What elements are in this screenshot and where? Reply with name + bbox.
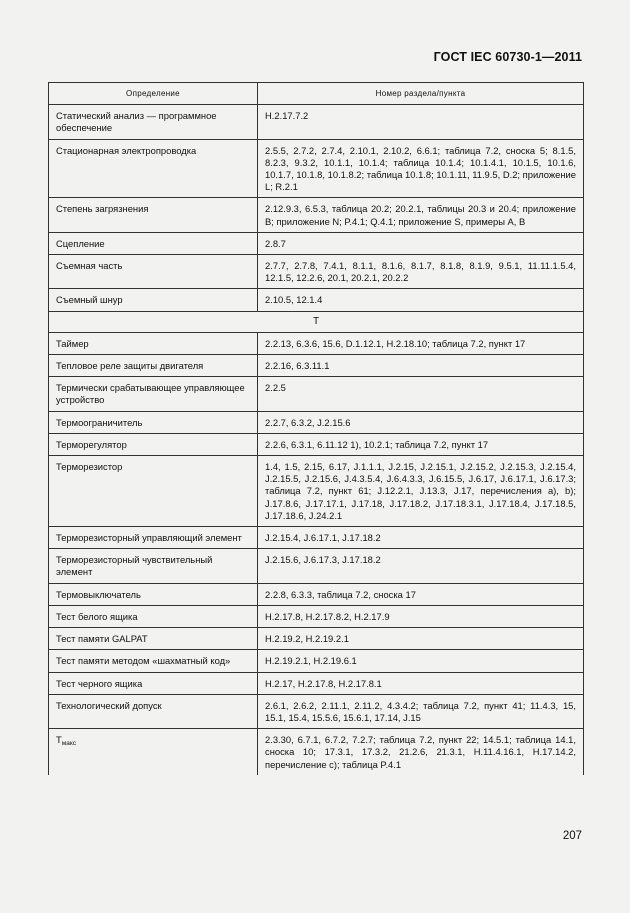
page-number: 207 (562, 830, 582, 842)
term-subscript: макс (61, 740, 76, 748)
term-cell: Термоограничитель (49, 411, 258, 433)
term-cell: Термовыключатель (49, 583, 258, 605)
table-row (49, 672, 584, 694)
table-header-row (49, 83, 584, 105)
table-row (49, 549, 584, 583)
refs-cell: H.2.17.8, H.2.17.8.2, H.2.17.9 (258, 605, 584, 627)
refs-cell: H.2.17.7.2 (258, 105, 584, 139)
refs-cell: 2.2.16, 6.3.11.1 (258, 355, 584, 377)
refs-cell: 1.4, 1.5, 2.15, 6.17, J.1.1.1, J.2.15, J.2.15.1, J.2.15.2, J.2.15.3, J.2.15.4, J.2.15.5, J.2.15.6, J.4.3.5.4, J.6.4.3.3, J.6.15.5, J.6.17, J.6.17.1, J.6.17.3; таблица 7.2, пункт 61; J.12.2.1, J.13.3, J.17, перечисления a), b); J.17.8.6, J.17.17.1, J.17.18, J.17.18.2, J.17.18.3.1, J.17.18.4, J.17.18.5, J.17.18.6, J.24.2.1 (258, 456, 584, 527)
term-cell: Съемный шнур (49, 289, 258, 311)
refs-cell: J.2.15.6, J.6.17.3, J.17.18.2 (258, 549, 584, 583)
table-row (49, 411, 584, 433)
table-row (49, 289, 584, 311)
refs-cell: H.2.17, H.2.17.8, H.2.17.8.1 (258, 672, 584, 694)
table-row (49, 255, 584, 289)
section-letter: Т (49, 311, 584, 332)
refs-cell: 2.2.8, 6.3.3, таблица 7.2, сноска 17 (258, 583, 584, 605)
refs-cell: 2.2.13, 6.3.6, 15.6, D.1.12.1, H.2.18.10; таблица 7.2, пункт 17 (258, 332, 584, 354)
term-cell: Статический анализ — программное обеспечение (49, 105, 258, 139)
refs-cell: 2.10.5, 12.1.4 (258, 289, 584, 311)
table-row (49, 433, 584, 455)
refs-cell: 2.6.1, 2.6.2, 2.11.1, 2.11.2, 4.3.4.2; таблица 7.2, пункт 41; 11.4.3, 15, 15.1, 15.4, 15.5.6, 15.6.1, 17.14, J.15 (258, 694, 584, 728)
table-row (49, 694, 584, 728)
term-cell: Тест памяти методом «шахматный код» (49, 650, 258, 672)
term-cell: Терморезистор (49, 456, 258, 527)
refs-cell: 2.2.7, 6.3.2, J.2.15.6 (258, 411, 584, 433)
term-cell: Терморезисторный чувствительный элемент (49, 549, 258, 583)
term-cell: Тепловое реле защиты двигателя (49, 355, 258, 377)
refs-cell: 2.3.30, 6.7.1, 6.7.2, 7.2.7; таблица 7.2, пункт 22; 14.5.1; таблица 14.1, сноска 10; 17.3.1, 17.3.2, 21.2.6, 21.3.1, H.11.4.16.1, H.17.14.2, перечисление c); таблица P.4.1 (258, 729, 584, 775)
table-row (49, 139, 584, 198)
term-cell: Термически срабатывающее управляющее устройство (49, 377, 258, 411)
refs-cell: H.2.19.2, H.2.19.2.1 (258, 628, 584, 650)
table-row (49, 527, 584, 549)
refs-cell: H.2.19.2.1, H.2.19.6.1 (258, 650, 584, 672)
term-cell: Терморегулятор (49, 433, 258, 455)
table-row (49, 650, 584, 672)
term-cell: Терморезисторный управляющий элемент (49, 527, 258, 549)
refs-cell: 2.2.6, 6.3.1, 6.11.12 1), 10.2.1; таблица 7.2, пункт 17 (258, 433, 584, 455)
term-cell: Тест черного ящика (49, 672, 258, 694)
term-cell: Стационарная электропроводка (49, 139, 258, 198)
table-row (49, 605, 584, 627)
table-row (49, 355, 584, 377)
term-cell: Степень загрязнения (49, 198, 258, 232)
document-header: ГОСТ IEC 60730-1—2011 (433, 50, 582, 64)
column-header-section-number: Номер раздела/пункта (258, 83, 584, 105)
term-cell: Сцепление (49, 232, 258, 254)
refs-cell: J.2.15.4, J.6.17.1, J.17.18.2 (258, 527, 584, 549)
term-cell: Тест памяти GALPAT (49, 628, 258, 650)
term-cell-tmax (49, 729, 258, 775)
term-cell: Съемная часть (49, 255, 258, 289)
refs-cell: 2.7.7, 2.7.8, 7.4.1, 8.1.1, 8.1.6, 8.1.7, 8.1.8, 8.1.9, 9.5.1, 11.11.1.5.4, 12.1.5, 12.2.6, 20.1, 20.2.1, 20.2.2 (258, 255, 584, 289)
table-row (49, 198, 584, 232)
refs-cell: 2.5.5, 2.7.2, 2.7.4, 2.10.1, 2.10.2, 6.6.1; таблица 7.2, сноска 5; 8.1.5, 8.2.3, 9.3.2, 10.1.1, 10.1.4; таблица 10.1.4; 10.1.4.1, 10.1.5, 10.1.6, 10.1.7, 10.1.8, 10.1.8.2; таблица 10.1.8; 10.1.11, 11.9.5, D.2; приложение L; R.2.1 (258, 139, 584, 198)
term-cell: Тест белого ящика (49, 605, 258, 627)
term-cell: Технологический допуск (49, 694, 258, 728)
table-row (49, 232, 584, 254)
table-row (49, 583, 584, 605)
refs-cell: 2.2.5 (258, 377, 584, 411)
index-table (48, 82, 584, 775)
column-header-definition: Определение (49, 83, 258, 105)
table-row (49, 332, 584, 354)
table-row (49, 105, 584, 139)
section-row (49, 311, 584, 332)
table-row (49, 729, 584, 775)
refs-cell: 2.8.7 (258, 232, 584, 254)
term-cell: Таймер (49, 332, 258, 354)
table-row (49, 628, 584, 650)
term-main: T (56, 734, 62, 746)
refs-cell: 2.12.9.3, 6.5.3, таблица 20.2; 20.2.1, таблицы 20.3 и 20.4; приложение B; приложение N; P.4.1; Q.4.1; приложение S, примеры A, B (258, 198, 584, 232)
table-row (49, 456, 584, 527)
table-row (49, 377, 584, 411)
